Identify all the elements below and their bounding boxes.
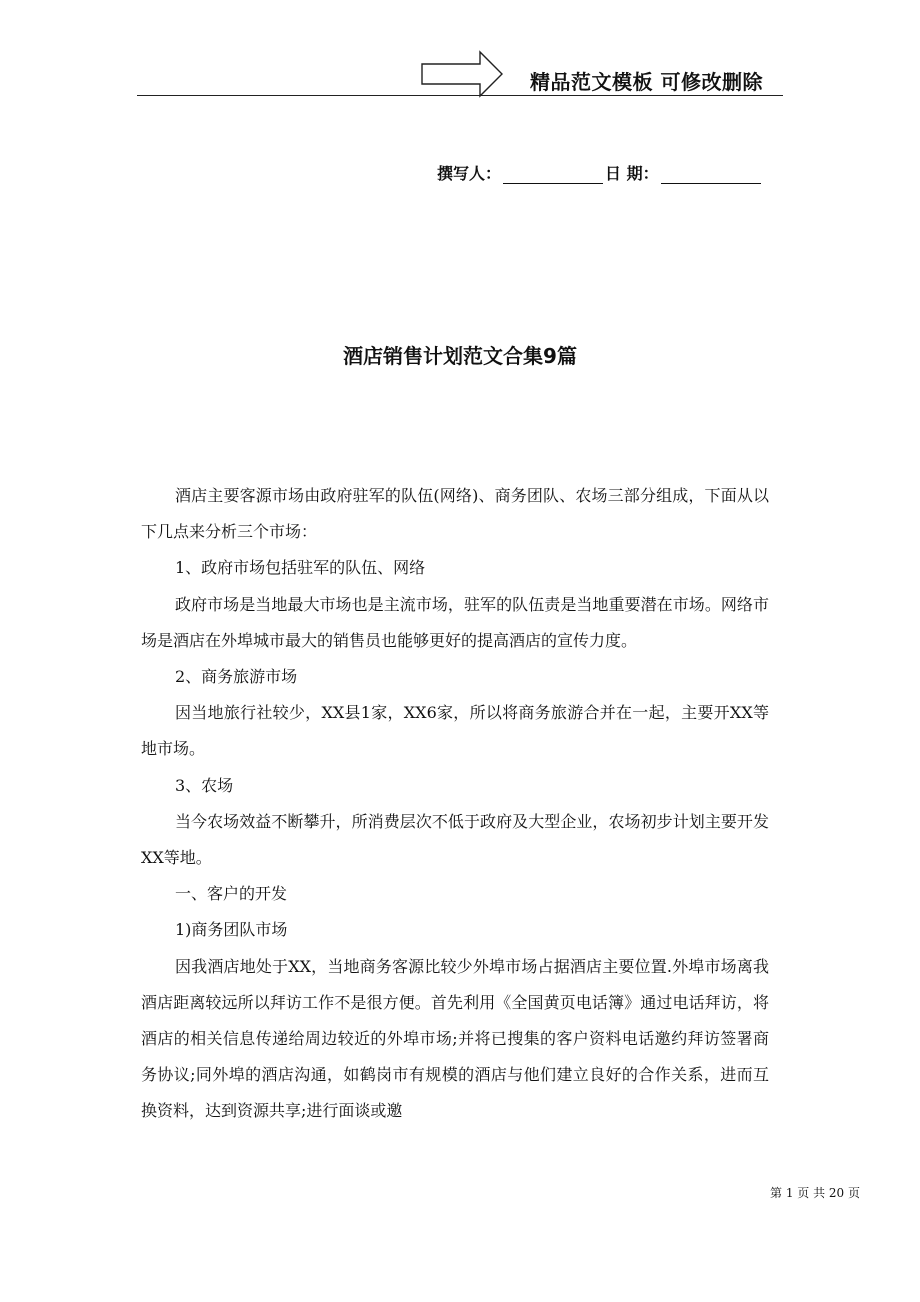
paragraph: 因当地旅行社较少，XX县1家，XX6家，所以将商务旅游合并在一起，主要开XX等地市场。 (141, 703, 769, 759)
header-tagline: 精品范文模板 可修改删除 (530, 70, 763, 94)
date-blank (661, 165, 761, 184)
paragraph: 酒店主要客源市场由政府驻军的队伍(网络)、商务团队、农场三部分组成，下面从以下几点来分析三个市场： (141, 486, 769, 542)
header-divider (137, 95, 783, 96)
author-date-row (437, 161, 763, 184)
page-number: 第 1 页 共 20 页 (770, 1186, 860, 1200)
document-body (141, 478, 769, 1130)
paragraph: 2、商务旅游市场 (175, 667, 298, 687)
paragraph: 1)商务团队市场 (175, 920, 288, 940)
date-label: 日 期： (605, 164, 659, 183)
paragraph: 因我酒店地处于XX，当地商务客源比较少外埠市场占据酒店主要位置.外埠市场离我酒店距离较远所以拜访工作不是很方便。首先利用《全国黄页电话簿》通过电话拜访，将酒店的相关信息传递给周边较近的外埠市场;并将已搜集的客户资料电话邀约拜访签署商务协议;同外埠的酒店沟通，如鹤岗市有规模的酒店与他们建立良好的合作关系，进而互换资料，达到资源共享;进行面谈或邀 (141, 956, 769, 1121)
paragraph: 一、客户的开发 (175, 884, 288, 904)
author-blank (503, 165, 603, 184)
paragraph: 当今农场效益不断攀升，所消费层次不低于政府及大型企业，农场初步计划主要开发XX等地。 (141, 811, 769, 868)
arrow-icon (420, 50, 504, 100)
paragraph: 1、政府市场包括驻军的队伍、网络 (175, 558, 426, 578)
document-title: 酒店销售计划范文合集9篇 (343, 344, 577, 368)
paragraph: 3、农场 (175, 775, 234, 795)
paragraph: 政府市场是当地最大市场也是主流市场，驻军的队伍责是当地重要潜在市场。网络市场是酒店在外埠城市最大的销售员也能够更好的提高酒店的宣传力度。 (141, 594, 769, 650)
author-label: 撰写人： (437, 164, 502, 183)
